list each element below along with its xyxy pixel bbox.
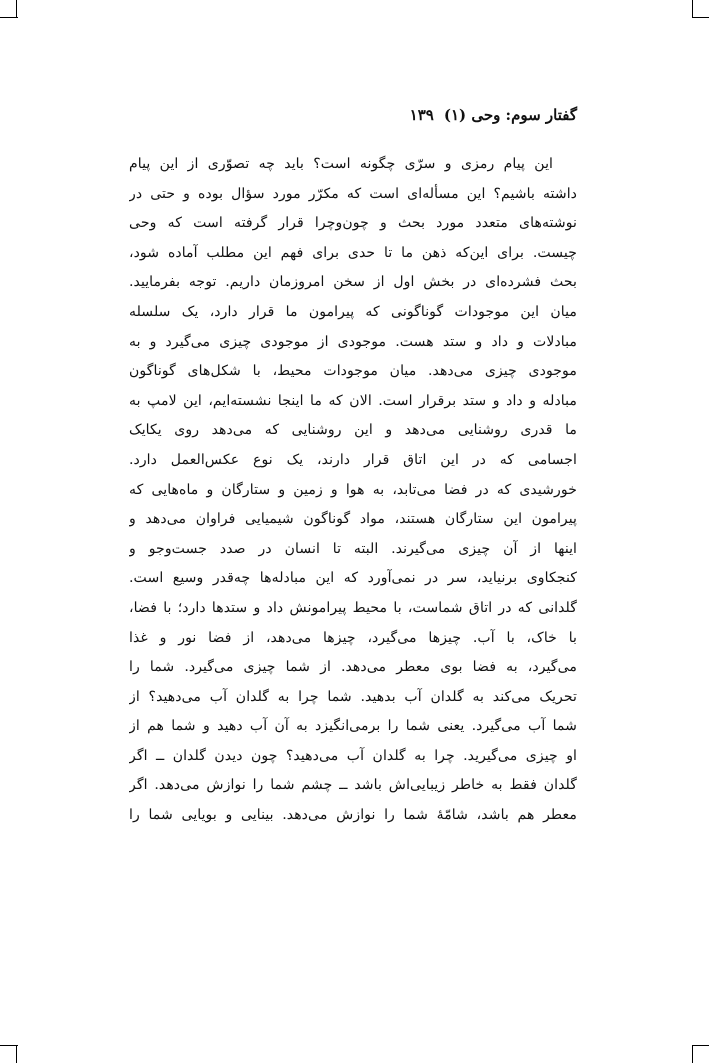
text-line: اجسامی که در این اتاق قرار دارند، یک نوع عکس‌العمل دارد. <box>129 451 577 468</box>
crop-mark-bottom-left-horizontal <box>0 1045 18 1046</box>
text-line: میان این موجودات گوناگونی که پیرامون ما قرار دارد، یک سلسله <box>129 303 577 320</box>
text-line: او چیزی می‌گیرید. چرا به گلدان آب می‌دهید؟ چون دیدن گلدان ــ اگر <box>129 747 577 764</box>
crop-mark-top-left-vertical <box>16 0 17 18</box>
text-line: تحریک می‌کند به گلدان آب بدهید. شما چرا به گلدان آب می‌دهید؟ از <box>129 688 577 705</box>
text-line: کنجکاوی برنیاید، سر در نمی‌آورد که این مبادله‌ها چه‌قدر وسیع است. <box>129 570 577 587</box>
text-line: خورشیدی که در فضا می‌تابد، به هوا و زمین و ستارگان و ماه‌هایی که <box>129 481 577 498</box>
crop-mark-bottom-left-vertical <box>16 1045 17 1063</box>
body-text <box>129 150 577 831</box>
text-line: بحث فشرده‌ای در بخش اول از سخن امروزمان داریم. توجه بفرمایید. <box>129 274 577 291</box>
text-line: داشته باشیم؟ این مسأله‌ای است که مکرّر مورد سؤال بوده و حتی در <box>129 185 577 202</box>
crop-mark-bottom-right-vertical <box>692 1045 693 1063</box>
text-line: این پیام رمزی و سرّی چگونه است؟ باید چه تصوّری از این پیام <box>129 156 553 172</box>
text-line: موجودی چیزی می‌دهد. میان موجودات محیط، با شکل‌های گوناگون <box>129 363 577 380</box>
text-line: مبادله و داد و ستد برقرار است. الان که ما اینجا نشسته‌ایم، این لامپ به <box>129 392 577 409</box>
text-line: شما آب می‌گیرد. یعنی شما را برمی‌انگیزد به آن آب دهید و شما هم از <box>129 718 577 735</box>
crop-mark-top-left-horizontal <box>0 17 18 18</box>
text-line: نوشته‌های متعدد مورد بحث و چون‌وچرا قرار گرفته است که وحی <box>129 215 577 232</box>
text-line: چیست. برای این‌که ذهن ما تا حدی برای فهم این مطلب آماده شود، <box>129 244 577 261</box>
chapter-title: گفتار سوم: وحی (۱) <box>443 106 577 124</box>
page-number: ۱۳۹ <box>409 106 434 124</box>
text-line: پیرامون این ستارگان هستند، مواد گوناگون شیمیایی فراوان می‌دهد و <box>129 511 577 528</box>
text-line: می‌گیرد، به فضا بوی معطر می‌دهد. از شما چیزی می‌گیرد. شما را <box>129 659 577 676</box>
crop-mark-top-right-horizontal <box>692 17 709 18</box>
text-line: با خاک، با آب. چیزها می‌گیرد، چیزها می‌دهد، از فضا نور و غذا <box>129 629 577 646</box>
running-header <box>410 106 577 124</box>
crop-mark-top-right-vertical <box>692 0 693 18</box>
text-line: گلدانی که در اتاق شماست، با محیط پیرامونش داد و ستدها دارد؛ با فضا، <box>129 599 577 616</box>
text-line: گلدان فقط به خاطر زیبایی‌اش باشد ــ چشم شما را نوازش می‌دهد. اگر <box>129 777 577 794</box>
text-line: معطر هم باشد، شامّهٔ شما را نوازش می‌دهد. بینایی و بویایی شما را <box>129 807 577 824</box>
crop-mark-bottom-right-horizontal <box>692 1045 709 1046</box>
text-line: مبادلات و داد و ستد هست. موجودی از موجودی چیزی می‌گیرد و به <box>129 333 577 350</box>
text-line: ما قدری روشنایی می‌دهد و این روشنایی که می‌دهد روی یکایک <box>129 422 577 439</box>
text-line: اینها از آن چیزی می‌گیرند. البته تا انسان در صدد جست‌وجو و <box>129 540 577 557</box>
